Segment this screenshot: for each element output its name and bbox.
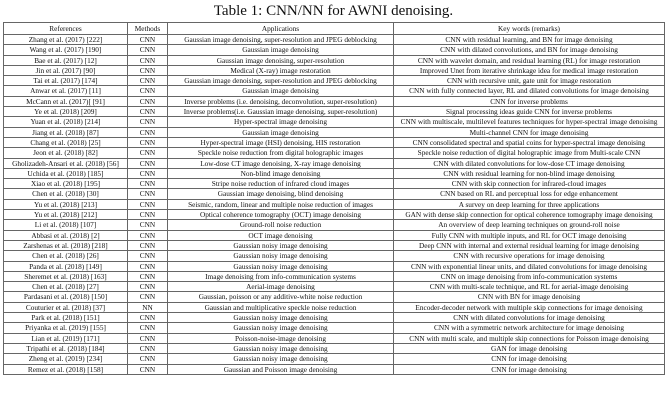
table-row xyxy=(4,210,665,220)
table-row xyxy=(4,96,665,106)
cell-reference: Jin et al. (2017) [90] xyxy=(4,65,128,75)
cell-method: CNN xyxy=(128,230,168,240)
table-row xyxy=(4,55,665,65)
cell-application: Low-dose CT image denoising, X-ray image denoising xyxy=(168,158,394,168)
table-row xyxy=(4,240,665,250)
table-row xyxy=(4,168,665,178)
cell-keywords: CNN with dilated convolutions for image denoising xyxy=(394,313,665,323)
cell-keywords: CNN with exponential linear units, and dilated convolutions for image denoising xyxy=(394,261,665,271)
cell-method: CNN xyxy=(128,292,168,302)
cell-keywords: Deep CNN with internal and external residual learning for image denoising xyxy=(394,240,665,250)
cell-method: CNN xyxy=(128,96,168,106)
cell-application: Non-blind image denoising xyxy=(168,168,394,178)
cell-method: CNN xyxy=(128,323,168,333)
cell-application: Medical (X-ray) image restoration xyxy=(168,65,394,75)
cell-keywords: CNN with BN for image denoising xyxy=(394,292,665,302)
cell-reference: Jiang et al. (2018) [87] xyxy=(4,127,128,137)
header-key-words: Key words (remarks) xyxy=(394,23,665,35)
table-row xyxy=(4,354,665,364)
table-row xyxy=(4,343,665,353)
cell-reference: Yu et al. (2018) [213] xyxy=(4,199,128,209)
cell-keywords: CNN with recursive operations for image denoising xyxy=(394,251,665,261)
cell-keywords: Multi-channel CNN for image denoising xyxy=(394,127,665,137)
table-row xyxy=(4,220,665,230)
cell-reference: Remez et al. (2018) [158] xyxy=(4,364,128,374)
cell-method: CNN xyxy=(128,343,168,353)
table-row xyxy=(4,189,665,199)
cell-application: Gaussian image denoising xyxy=(168,127,394,137)
cell-keywords: GAN for image denoising xyxy=(394,343,665,353)
table-row xyxy=(4,117,665,127)
cell-reference: Anwar et al. (2017) [11] xyxy=(4,86,128,96)
cell-keywords: CNN with multiscale, multilevel features techniques for hyper-spectral image denoising xyxy=(394,117,665,127)
cell-method: CNN xyxy=(128,137,168,147)
cell-application: Hyper-spectral image (HSI) denoising, HIS restoration xyxy=(168,137,394,147)
table-row xyxy=(4,302,665,312)
cell-keywords: Signal processing ideas guide CNN for inverse problems xyxy=(394,107,665,117)
cell-keywords: CNN with multi-scale technique, and RL for aerial-image denoising xyxy=(394,282,665,292)
table-row xyxy=(4,76,665,86)
cell-application: Gaussian noisy image denoising xyxy=(168,323,394,333)
cell-keywords: CNN for image denoising xyxy=(394,354,665,364)
table-row xyxy=(4,148,665,158)
cell-reference: Tai et al. (2017) [174] xyxy=(4,76,128,86)
cell-reference: Gholizadeh-Ansari et al. (2018) [56] xyxy=(4,158,128,168)
cell-reference: Abbasi et al. (2018) [2] xyxy=(4,230,128,240)
table-row xyxy=(4,323,665,333)
cell-keywords: Improved Unet from iterative shrinkage idea for medical image restoration xyxy=(394,65,665,75)
cell-application: Gaussian image denoising xyxy=(168,45,394,55)
table-row xyxy=(4,313,665,323)
table-row xyxy=(4,179,665,189)
table-row xyxy=(4,107,665,117)
cell-application: Gaussian noisy image denoising xyxy=(168,261,394,271)
cell-method: CNN xyxy=(128,65,168,75)
cell-method: CNN xyxy=(128,354,168,364)
cell-keywords: CNN with a symmetric network architecture for image denoising xyxy=(394,323,665,333)
cell-application: Gaussian image denoising, blind denoising xyxy=(168,189,394,199)
cell-application: Gaussian image denoising, super-resolution and JPEG deblocking xyxy=(168,76,394,86)
cell-keywords: CNN with residual learning, and BN for image denoising xyxy=(394,35,665,45)
cell-method: CNN xyxy=(128,364,168,374)
cell-method: CNN xyxy=(128,168,168,178)
cell-application: Gaussian and multiplicative speckle noise reduction xyxy=(168,302,394,312)
cell-method: CNN xyxy=(128,240,168,250)
table-row xyxy=(4,35,665,45)
cell-application: Image denoising from info-communication systems xyxy=(168,271,394,281)
table-caption: Table 1: CNN/NN for AWNI denoising. xyxy=(213,3,454,19)
cell-reference: Pardasani et al. (2018) [150] xyxy=(4,292,128,302)
cell-method: CNN xyxy=(128,261,168,271)
cell-keywords: CNN consolidated spectral and spatial coins for hyper-spectral image denoising xyxy=(394,137,665,147)
cell-keywords: Speckle noise reduction of digital holographic image from Multi-scale CNN xyxy=(394,148,665,158)
table-row xyxy=(4,271,665,281)
cell-method: NN xyxy=(128,302,168,312)
cell-keywords: CNN based on RL and perceptual loss for edge enhancement xyxy=(394,189,665,199)
cell-keywords: GAN with dense skip connection for optical coherence tomography image denoising xyxy=(394,210,665,220)
cell-method: CNN xyxy=(128,199,168,209)
cell-keywords: CNN with wavelet domain, and residual learning (RL) for image restoration xyxy=(394,55,665,65)
cell-reference: Bae et al. (2017) [12] xyxy=(4,55,128,65)
cell-reference: Panda et al. (2018) [149] xyxy=(4,261,128,271)
cell-application: OCT image denoising xyxy=(168,230,394,240)
table-row xyxy=(4,333,665,343)
cell-method: CNN xyxy=(128,55,168,65)
cell-application: Gaussian image denoising xyxy=(168,86,394,96)
cell-reference: Wang et al. (2017) [190] xyxy=(4,45,128,55)
cell-application: Gaussian noisy image denoising xyxy=(168,343,394,353)
cell-application: Gaussian image denoising, super-resolution and JPEG deblocking xyxy=(168,35,394,45)
cell-method: CNN xyxy=(128,179,168,189)
cell-keywords: CNN with dilated convolutions, and BN for image denoising xyxy=(394,45,665,55)
cell-reference: Yu et al. (2018) [212] xyxy=(4,210,128,220)
table-row xyxy=(4,364,665,374)
cell-keywords: CNN with multi scale, and multiple skip connections for Poisson image denoising xyxy=(394,333,665,343)
cell-reference: McCann et al. (2017)[ [91] xyxy=(4,96,128,106)
table-row xyxy=(4,45,665,55)
cell-keywords: CNN for inverse problems xyxy=(394,96,665,106)
table-row xyxy=(4,137,665,147)
cell-method: CNN xyxy=(128,271,168,281)
cell-application: Ground-roll noise reduction xyxy=(168,220,394,230)
cell-method: CNN xyxy=(128,127,168,137)
cell-reference: Tripathi et al. (2018) [184] xyxy=(4,343,128,353)
cell-reference: Li et al. (2018) [107] xyxy=(4,220,128,230)
cell-method: CNN xyxy=(128,148,168,158)
cell-method: CNN xyxy=(128,117,168,127)
cell-application: Gaussian noisy image denoising xyxy=(168,354,394,364)
cell-reference: Sheremet et al. (2018) [163] xyxy=(4,271,128,281)
cell-method: CNN xyxy=(128,76,168,86)
cell-method: CNN xyxy=(128,282,168,292)
cell-reference: Chang et al. (2018) [25] xyxy=(4,137,128,147)
table-row xyxy=(4,251,665,261)
cell-application: Inverse problems (i.e. denoising, deconvolution, super-resolution) xyxy=(168,96,394,106)
cell-method: CNN xyxy=(128,45,168,55)
cell-reference: Zhang et al. (2017) [222] xyxy=(4,35,128,45)
cell-application: Optical coherence tomography (OCT) image denoising xyxy=(168,210,394,220)
cell-application: Aerial-image denoising xyxy=(168,282,394,292)
table-row xyxy=(4,282,665,292)
table-row xyxy=(4,261,665,271)
cell-application: Inverse problems(i.e. Gaussian image denoising, super-resolution) xyxy=(168,107,394,117)
cell-application: Gaussian noisy image denoising xyxy=(168,313,394,323)
cell-keywords: CNN with recursive unit, gate unit for image restoration xyxy=(394,76,665,86)
cell-keywords: CNN with dilated convolutions for low-dose CT image denoising xyxy=(394,158,665,168)
cell-keywords: Encoder-decoder network with multiple skip connections for image denoising xyxy=(394,302,665,312)
cell-method: CNN xyxy=(128,107,168,117)
cell-reference: Jeon et al. (2018) [82] xyxy=(4,148,128,158)
cell-application: Gaussian, poisson or any additive-white noise reduction xyxy=(168,292,394,302)
cell-application: Gaussian noisy image denoising xyxy=(168,240,394,250)
cell-reference: Xiao et al. (2018) [195] xyxy=(4,179,128,189)
table-row xyxy=(4,158,665,168)
table-row xyxy=(4,65,665,75)
cell-reference: Priyanka et al. (2019) [155] xyxy=(4,323,128,333)
cell-application: Speckle noise reduction from digital holographic images xyxy=(168,148,394,158)
cell-application: Hyper-spectral image denoising xyxy=(168,117,394,127)
cell-method: CNN xyxy=(128,333,168,343)
cell-keywords: An overview of deep learning techniques on ground-roll noise xyxy=(394,220,665,230)
cell-method: CNN xyxy=(128,251,168,261)
cell-reference: Uchida et al. (2018) [185] xyxy=(4,168,128,178)
cell-reference: Chen et al. (2018) [27] xyxy=(4,282,128,292)
cell-keywords: CNN with fully connected layer, RL and dilated convolutions for image denoising xyxy=(394,86,665,96)
header-applications: Applications xyxy=(168,23,394,35)
cell-application: Seismic, random, linear and multiple noise reduction of images xyxy=(168,199,394,209)
denoising-methods-table xyxy=(3,22,665,375)
table-row xyxy=(4,199,665,209)
cell-keywords: A survey on deep learning for three applications xyxy=(394,199,665,209)
cell-method: CNN xyxy=(128,35,168,45)
table-header-row xyxy=(4,23,665,35)
table-body xyxy=(4,35,665,375)
cell-reference: Zarshenas et al. (2018) [218] xyxy=(4,240,128,250)
cell-reference: Chen et al. (2018) [26] xyxy=(4,251,128,261)
cell-application: Gaussian image denoising, super-resolution xyxy=(168,55,394,65)
cell-application: Gaussian and Poisson image denoising xyxy=(168,364,394,374)
cell-keywords: CNN for image denoising xyxy=(394,364,665,374)
cell-reference: Lian et al. (2019) [171] xyxy=(4,333,128,343)
cell-keywords: Fully CNN with multiple inputs, and RL for OCT image denoising xyxy=(394,230,665,240)
cell-reference: Chen et al. (2018) [30] xyxy=(4,189,128,199)
cell-method: CNN xyxy=(128,313,168,323)
table-row xyxy=(4,292,665,302)
cell-reference: Zheng et al. (2019) [234] xyxy=(4,354,128,364)
cell-method: CNN xyxy=(128,210,168,220)
cell-method: CNN xyxy=(128,86,168,96)
cell-application: Stripe noise reduction of infrared cloud images xyxy=(168,179,394,189)
cell-application: Poisson-noise-image denoising xyxy=(168,333,394,343)
cell-keywords: CNN on image denoising from info-communication systems xyxy=(394,271,665,281)
cell-reference: Park et al. (2018) [151] xyxy=(4,313,128,323)
table-row xyxy=(4,127,665,137)
cell-keywords: CNN with residual learning for non-blind image denoising xyxy=(394,168,665,178)
cell-application: Gaussian noisy image denoising xyxy=(168,251,394,261)
table-row xyxy=(4,86,665,96)
cell-keywords: CNN with skip connection for infrared-cloud images xyxy=(394,179,665,189)
header-methods: Methods xyxy=(128,23,168,35)
cell-method: CNN xyxy=(128,158,168,168)
cell-reference: Ye et al. (2018) [209] xyxy=(4,107,128,117)
cell-reference: Couturier et al. (2018) [37] xyxy=(4,302,128,312)
table-row xyxy=(4,230,665,240)
cell-reference: Yuan et al. (2018) [214] xyxy=(4,117,128,127)
cell-method: CNN xyxy=(128,189,168,199)
header-references: References xyxy=(4,23,128,35)
cell-method: CNN xyxy=(128,220,168,230)
